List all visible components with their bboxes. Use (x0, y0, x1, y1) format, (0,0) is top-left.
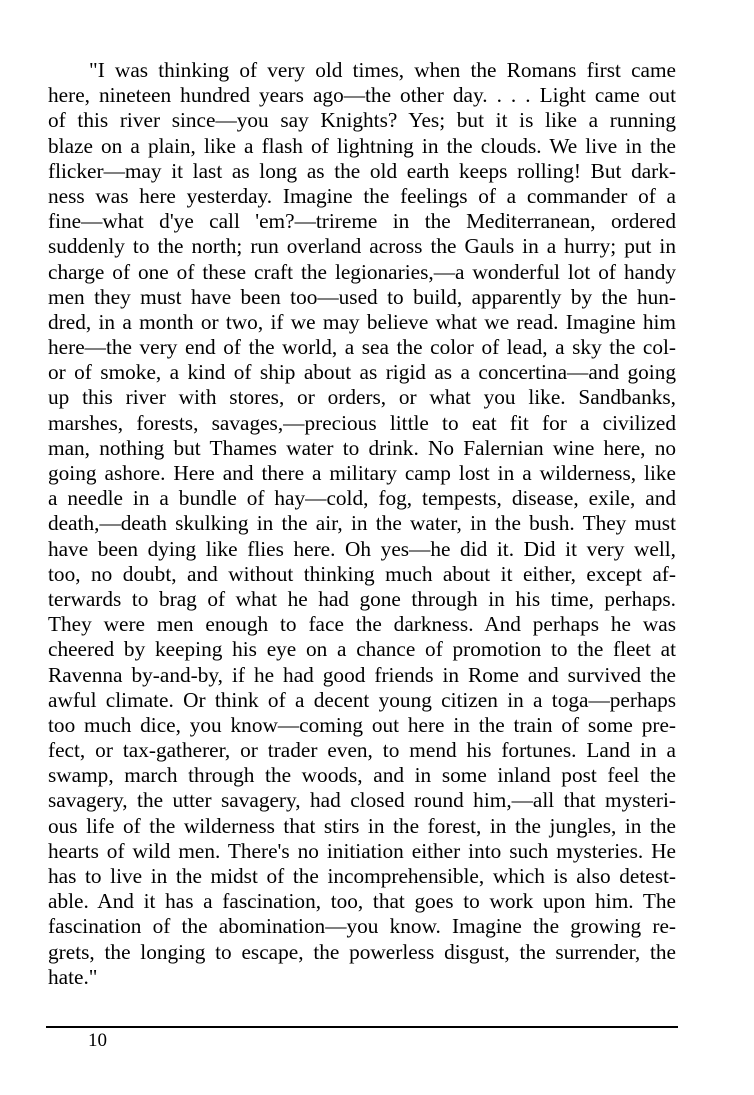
text-line: suddenly to the north; run overland across the Gauls in a hurry; put in (48, 234, 676, 259)
text-line: here—the very end of the world, a sea the color of lead, a sky the col- (48, 335, 676, 360)
text-line: death,—death skulking in the air, in the water, in the bush. They must (48, 511, 676, 536)
text-line: fascination of the abomination—you know. Imagine the growing re- (48, 914, 676, 939)
text-line: ness was here yesterday. Imagine the feelings of a commander of a (48, 183, 676, 208)
text-line: has to live in the midst of the incomprehensible, which is also detest- (48, 864, 676, 888)
text-line: hate." (48, 964, 98, 989)
text-line: too much dice, you know—coming out here in the train of some pre- (48, 712, 676, 737)
text-line: have been dying like flies here. Oh yes—he did it. Did it very well, (48, 536, 676, 561)
body-paragraph (48, 58, 676, 990)
text-line: swamp, march through the woods, and in some inland post feel the (48, 763, 676, 788)
text-line: going ashore. Here and there a military camp lost in a wilderness, like (48, 461, 676, 485)
text-line: hearts of wild men. There's no initiation either into such mysteries. He (48, 838, 676, 863)
text-line: marshes, forests, savages,—precious little to eat fit for a civilized (48, 410, 676, 435)
text-line: here, nineteen hundred years ago—the other day. . . . Light came out (48, 83, 676, 108)
text-line: blaze on a plain, like a flash of lightning in the clouds. We live in the (48, 133, 676, 158)
text-line: up this river with stores, or orders, or what you like. Sandbanks, (48, 385, 676, 410)
text-line: awful climate. Or think of a decent young citizen in a toga—perhaps (48, 687, 676, 712)
text-line: able. And it has a fascination, too, that goes to work upon him. The (48, 889, 676, 914)
text-line: Ravenna by-and-by, if he had good friends in Rome and survived the (48, 662, 676, 687)
text-line: dred, in a month or two, if we may believe what we read. Imagine him (48, 309, 676, 334)
text-line: savagery, the utter savagery, had closed round him,—all that mysteri- (48, 788, 676, 813)
text-line: charge of one of these craft the legionaries,—a wonderful lot of handy (48, 259, 676, 284)
text-line: fine—what d'ye call 'em?—trireme in the Mediterranean, ordered (48, 209, 676, 234)
text-line: cheered by keeping his eye on a chance of promotion to the fleet at (48, 637, 676, 662)
text-line: of this river since—you say Knights? Yes; but it is like a running (48, 108, 676, 133)
text-line: ous life of the wilderness that stirs in the forest, in the jungles, in the (48, 813, 676, 838)
text-line: terwards to brag of what he had gone through in his time, perhaps. (48, 586, 676, 611)
text-line: a needle in a bundle of hay—cold, fog, tempests, disease, exile, and (48, 486, 676, 511)
text-line: "I was thinking of very old times, when the Romans first came (89, 58, 676, 82)
text-line: man, nothing but Thames water to drink. No Falernian wine here, no (48, 435, 676, 460)
text-line: men they must have been too—used to build, apparently by the hun- (48, 284, 676, 309)
page-number: 10 (88, 1030, 107, 1051)
text-line: grets, the longing to escape, the powerless disgust, the surrender, the (48, 939, 676, 964)
text-line: too, no doubt, and without thinking much about it either, except af- (48, 561, 676, 586)
footer-rule (46, 1026, 678, 1028)
text-line: fect, or tax-gatherer, or trader even, to mend his fortunes. Land in a (48, 738, 676, 763)
text-line: or of smoke, a kind of ship about as rigid as a concertina—and going (48, 360, 676, 385)
text-line: flicker—may it last as long as the old earth keeps rolling! But dark- (48, 158, 676, 183)
text-line: They were men enough to face the darkness. And perhaps he was (48, 612, 676, 637)
